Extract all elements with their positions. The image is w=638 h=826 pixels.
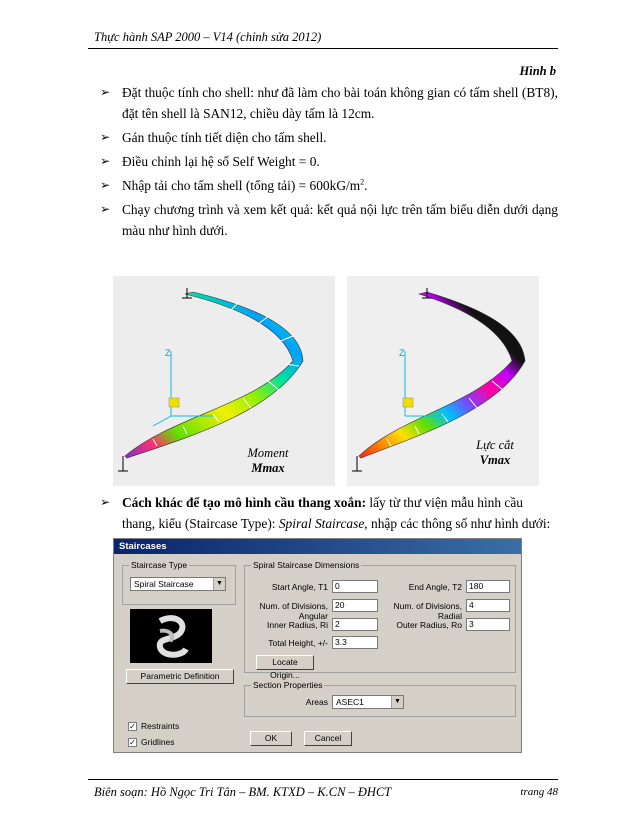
restraints-checkbox[interactable]: ✓ Restraints [129, 721, 180, 732]
locate-origin-button[interactable]: Locate Origin... [256, 655, 314, 670]
header-rule [88, 48, 558, 49]
bullet-item: ➢ Chạy chương trình và xem kết quả: kết quả nội lực trên tấm biểu diễn dưới dạng màu như hình dưới. [100, 199, 558, 241]
footer-author: Biên soạn: Hồ Ngọc Tri Tân – BM. KTXD – K.CN – ĐHCT [94, 785, 392, 799]
footer-rule [88, 779, 558, 780]
start-angle-label: Start Angle, T1 [271, 582, 328, 592]
bullet-item-spiral: ➢ Cách khác để tạo mô hình cầu thang xoắn: lấy từ thư viện mẫu hình cầu thang, kiểu (Staircase Type): Spiral Staircase, nhập các thông số như hình dưới: [100, 492, 558, 537]
figure-b-caption: Hình b [519, 64, 556, 78]
check-icon: ✓ [129, 738, 136, 748]
bullet-item: ➢ Gán thuộc tính tiết diện cho tấm shell. [100, 127, 558, 148]
cancel-button[interactable]: Cancel [304, 731, 352, 746]
arrow-bullet-icon: ➢ [100, 202, 111, 216]
arrow-bullet-icon: ➢ [100, 85, 111, 99]
arrow-bullet-icon: ➢ [100, 154, 111, 168]
page-number: trang 48 [520, 786, 558, 798]
total-height-label: Total Height, +/- [268, 638, 328, 648]
bullet-item: ➢ Nhập tải cho tấm shell (tổng tải) = $600kG/m^2$. [100, 175, 558, 196]
page-header: Thực hành SAP 2000 – V14 (chỉnh sửa 2012) [94, 30, 322, 44]
outer-radius-label: Outer Radius, Ro [396, 620, 462, 630]
arrow-bullet-icon: ➢ [100, 130, 111, 144]
num-radial-label: Num. of Divisions, Radial [393, 601, 462, 621]
ok-button[interactable]: OK [250, 731, 292, 746]
bullet-item: ➢ Điều chỉnh lại hệ số Self Weight = 0. [100, 151, 558, 172]
num-angular-label: Num. of Divisions, Angular [259, 601, 328, 621]
staircase-type-group: Staircase Type [122, 565, 236, 605]
section-properties-group: Section Properties [244, 685, 516, 717]
staircases-dialog [113, 538, 522, 753]
inner-radius-field[interactable]: 2 [332, 618, 378, 631]
bullet-item: ➢ Đặt thuộc tính cho shell: như đã làm cho bài toán không gian có tấm shell (BT8), đặt tên shell là SAN12, chiều dày tấm là 12cm. [100, 82, 558, 124]
gridlines-checkbox[interactable]: ✓ Gridlines [129, 737, 175, 748]
arrow-bullet-icon: ➢ [100, 495, 111, 509]
staircase-type-select[interactable]: Spiral Staircase ▼ [130, 577, 226, 591]
areas-label: Areas [305, 697, 328, 707]
end-angle-field[interactable]: 180 [466, 580, 510, 593]
outer-radius-field[interactable]: 3 [466, 618, 510, 631]
check-icon: ✓ [129, 722, 136, 732]
shear-figure [347, 276, 539, 486]
svg-text:Z: Z [165, 348, 171, 358]
moment-figure [113, 276, 335, 486]
bullet-list [100, 82, 558, 244]
dialog-title: Staircases [114, 539, 521, 554]
spiral-dimensions-group: Spiral Staircase Dimensions [244, 565, 516, 673]
end-angle-label: End Angle, T2 [408, 582, 462, 592]
num-radial-field[interactable]: 4 [466, 599, 510, 612]
parametric-definition-button[interactable]: Parametric Definition [126, 669, 234, 684]
chevron-down-icon: ▼ [213, 578, 225, 590]
chevron-down-icon: ▼ [391, 696, 403, 708]
shear-label: Lực cắt Vmax [476, 438, 514, 467]
total-height-field[interactable]: 3.3 [332, 636, 378, 649]
svg-text:Z: Z [399, 348, 405, 358]
start-angle-field[interactable]: 0 [332, 580, 378, 593]
num-angular-field[interactable]: 20 [332, 599, 378, 612]
inner-radius-label: Inner Radius, Ri [267, 620, 328, 630]
spiral-preview-image [130, 609, 212, 663]
areas-select[interactable]: ASEC1 ▼ [332, 695, 404, 709]
arrow-bullet-icon: ➢ [100, 178, 111, 192]
moment-label: Moment Mmax [247, 446, 289, 475]
